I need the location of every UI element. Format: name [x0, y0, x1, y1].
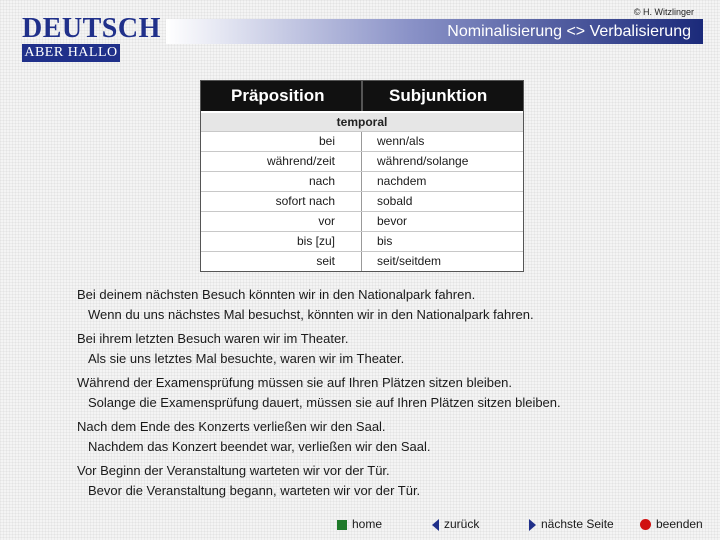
subjunction-cell: sobald [377, 194, 413, 208]
copyright-text: © H. Witzlinger [633, 7, 694, 17]
column-header-subjunction: Subjunktion [389, 86, 488, 105]
nominal-sentence: Bei ihrem letzten Besuch waren wir im Theater. [77, 331, 349, 346]
subjunction-cell: seit/seitdem [377, 254, 442, 268]
example-sentences [77, 287, 697, 507]
preposition-cell: bis [zu] [296, 234, 335, 248]
subjunction-cell: bis [377, 234, 393, 248]
table-row [201, 251, 523, 271]
quit-button[interactable] [640, 517, 703, 531]
back-arrow-icon [432, 519, 439, 531]
back-label: zurück [444, 517, 480, 531]
table-row [201, 151, 523, 171]
next-page-button[interactable] [529, 517, 614, 531]
home-label: home [352, 517, 383, 531]
verbal-sentence: Als sie uns letztes Mal besuchte, waren wir im Theater. [88, 351, 405, 366]
next-label: nächste Seite [541, 517, 614, 531]
example-pair [77, 287, 697, 331]
preposition-cell: sofort nach [275, 194, 335, 208]
nominal-sentence: Bei deinem nächsten Besuch könnten wir in den Nationalpark fahren. [77, 287, 476, 302]
subjunction-cell: wenn/als [377, 134, 425, 148]
logo-subtitle: ABER HALLO [22, 44, 120, 62]
next-arrow-icon [529, 519, 536, 531]
preposition-cell: seit [316, 254, 335, 268]
subjunction-cell: während/solange [377, 154, 469, 168]
nominal-sentence: Während der Examensprüfung müssen sie auf Ihren Plätzen sitzen bleiben. [77, 375, 513, 390]
subjunction-cell: nachdem [377, 174, 427, 188]
example-pair [77, 331, 697, 375]
table-row [201, 211, 523, 231]
preposition-cell: während/zeit [266, 154, 335, 168]
verbal-sentence: Solange die Examensprüfung dauert, müssen sie auf Ihren Plätzen sitzen bleiben. [88, 395, 561, 410]
home-button[interactable] [337, 517, 382, 531]
header-divider [361, 81, 363, 111]
home-square-icon [337, 520, 347, 530]
back-button[interactable] [432, 517, 479, 531]
table-row [201, 191, 523, 211]
preposition-cell: vor [318, 214, 335, 228]
example-pair [77, 419, 697, 463]
column-header-preposition: Präposition [231, 86, 325, 105]
quit-circle-icon [640, 519, 651, 530]
nominal-sentence: Vor Beginn der Veranstaltung warteten wir vor der Tür. [77, 463, 390, 478]
preposition-cell: nach [308, 174, 335, 188]
table-row [201, 171, 523, 191]
table-header [201, 81, 523, 111]
quit-label: beenden [656, 517, 703, 531]
page-title: Nominalisierung <> Verbalisierung [447, 23, 691, 40]
verbal-sentence: Wenn du uns nächstes Mal besuchst, könnten wir in den Nationalpark fahren. [88, 307, 534, 322]
preposition-cell: bei [318, 134, 335, 148]
example-pair [77, 463, 697, 507]
table-row [201, 231, 523, 251]
title-bar [166, 19, 703, 44]
logo-title: DEUTSCH [22, 13, 161, 44]
section-label: temporal [201, 113, 523, 131]
nominal-sentence: Nach dem Ende des Konzerts verließen wir den Saal. [77, 419, 386, 434]
verbal-sentence: Bevor die Veranstaltung begann, warteten wir vor der Tür. [88, 483, 421, 498]
preposition-conjunction-table [200, 80, 524, 272]
example-pair [77, 375, 697, 419]
subjunction-cell: bevor [377, 214, 408, 228]
table-row [201, 131, 523, 151]
verbal-sentence: Nachdem das Konzert beendet war, verließen wir den Saal. [88, 439, 431, 454]
